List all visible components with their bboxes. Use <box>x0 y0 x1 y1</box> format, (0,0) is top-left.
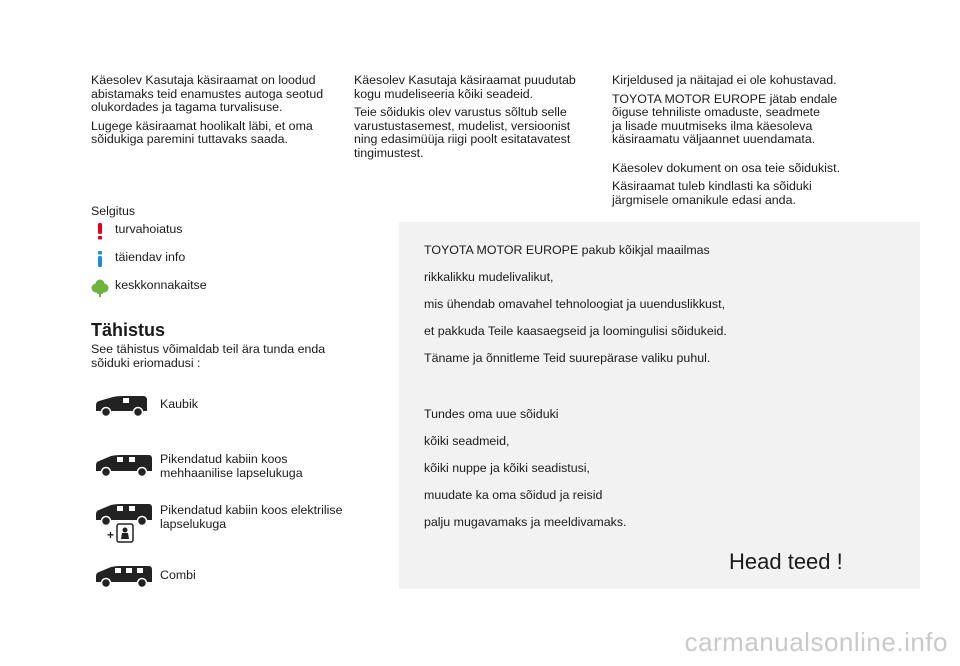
watermark: carmanualsonline.info <box>684 627 948 657</box>
welcome-line: Täname ja õnnitleme Teid suurepärase valiku puhul. <box>424 351 711 365</box>
legend-label: keskkonnakaitse <box>115 278 207 292</box>
intro-column-1 <box>91 74 341 152</box>
intro-paragraph: Kirjeldused ja näitajad ei ole kohustavad. <box>612 73 837 87</box>
leaf-icon <box>91 278 109 298</box>
welcome-line: Tundes oma uue sõiduki <box>424 407 559 421</box>
section-description: See tähistus võimaldab teil ära tunda enda sõiduki eriomadusi : <box>91 342 326 370</box>
welcome-panel <box>399 222 920 589</box>
exclamation-icon <box>93 222 107 240</box>
intro-paragraph: TOYOTA MOTOR EUROPE jätab endale õiguse tehniliste omaduste, seadmete ja lisade muutmiseks ilma käesoleva käsiraamatu väljaannet uuendamata. <box>612 91 838 146</box>
intro-paragraph: Käsiraamat tuleb kindlasti ka sõiduki järgmisele omanikule edasi anda. <box>612 179 812 207</box>
welcome-line: muudate ka oma sõidud ja reisid <box>424 488 603 502</box>
vehicle-label: Pikendatud kabiin koos elektrilise lapselukuga <box>160 503 343 531</box>
intro-paragraph: Käesolev Kasutaja käsiraamat on loodud abistamaks teid enamustes autoga seotud olukordades ja tagama turvalisuse. <box>91 73 324 114</box>
intro-paragraph: Käesolev Kasutaja käsiraamat puudutab kogu mudeliseeria kõiki seadeid. <box>354 73 576 101</box>
svg-text:+: + <box>107 528 115 542</box>
welcome-line: et pakkuda Teile kaasaegseid ja loomingulisi sõidukeid. <box>424 324 727 338</box>
legend-title: Selgitus <box>91 204 136 218</box>
vehicle-label: Pikendatud kabiin koos mehhaanilise lapselukuga <box>160 452 303 480</box>
vehicle-label: Kaubik <box>160 397 198 411</box>
crew-cab-van-electric-lock-icon <box>93 502 155 544</box>
crew-cab-van-icon <box>93 453 155 478</box>
intro-paragraph: Teie sõidukis olev varustus sõltub selle varustustasemest, mudelist, versioonist ning edasimüüja riigi poolt esitatavatest tingimustest. <box>354 105 571 160</box>
welcome-line: rikkalikku mudelivalikut, <box>424 270 554 284</box>
welcome-line: kõiki seadmeid, <box>424 434 510 448</box>
legend-label: täiendav info <box>115 250 186 264</box>
combi-van-icon <box>93 564 155 589</box>
welcome-line: TOYOTA MOTOR EUROPE pakub kõikjal maailmas <box>424 243 710 257</box>
welcome-line: mis ühendab omavahel tehnoloogiat ja uuenduslikkust, <box>424 297 726 311</box>
intro-paragraph: Käesolev dokument on osa teie sõidukist. <box>612 160 840 175</box>
vehicle-label: Combi <box>160 568 196 582</box>
intro-column-2 <box>354 74 604 165</box>
legend-label: turvahoiatus <box>115 222 183 236</box>
greeting: Head teed ! <box>729 549 843 574</box>
info-icon <box>93 250 107 268</box>
welcome-line: kõiki nuppe ja kõiki seadistusi, <box>424 461 590 475</box>
van-icon <box>93 394 151 418</box>
intro-paragraph: Lugege käsiraamat hoolikalt läbi, et oma sõidukiga paremini tuttavaks saada. <box>91 118 313 146</box>
intro-column-3 <box>612 74 872 212</box>
welcome-line: palju mugavamaks ja meeldivamaks. <box>424 515 627 529</box>
section-heading: Tähistus <box>91 320 166 340</box>
